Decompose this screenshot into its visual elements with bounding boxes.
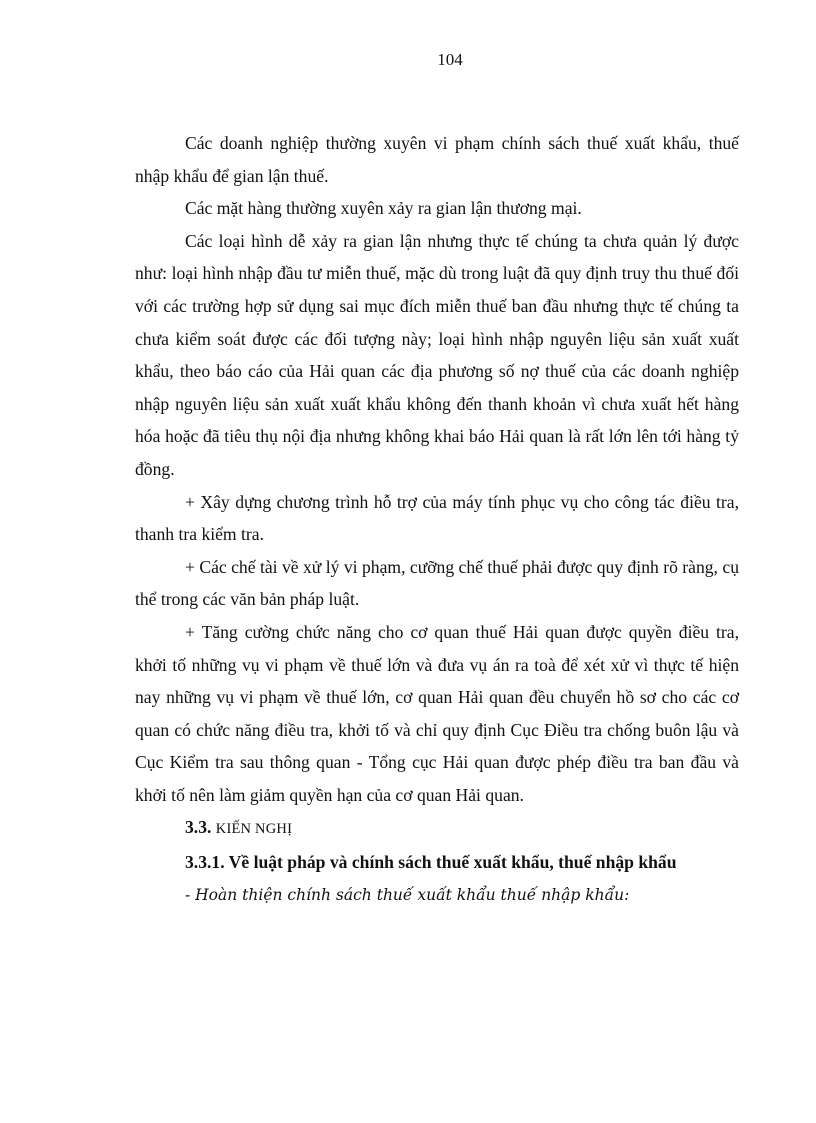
page-number: 104: [437, 50, 463, 69]
paragraph-violating-enterprises: Các doanh nghiệp thường xuyên vi phạm chính sách thuế xuất khẩu, thuế nhập khẩu để gian lận thuế.: [135, 133, 739, 186]
section-title: KIẾN NGHỊ: [215, 821, 293, 838]
list-item-heading: - Hoàn thiện chính sách thuế xuất khẩu thuế nhập khẩu:: [185, 885, 630, 904]
paragraph-computer-support: + Xây dựng chương trình hỗ trợ của máy tính phục vụ cho công tác điều tra, thanh tra kiểm tra.: [135, 491, 739, 545]
section-heading: [135, 811, 739, 846]
subsection-heading: 3.3.1. Về luật pháp và chính sách thuế xuất khẩu, thuế nhập khẩu: [185, 852, 677, 873]
section-number: 3.3.: [185, 817, 212, 838]
page-body: [135, 127, 739, 911]
paragraph-fraud-types: Các loại hình dễ xảy ra gian lận nhưng thực tế chúng ta chưa quản lý được như: loại hình nhập đầu tư miễn thuế, mặc dù trong luật đã quy định truy thu thuế đối với các trường hợp sử dụng sai mục đích miễn thuế ban đầu nhưng thực tế chúng ta chưa kiểm soát được các đối tượng này; loại hình nhập nguyên liệu sản xuất xuất khẩu, theo báo cáo của Hải quan các địa phương số nợ thuế của các doanh nghiệp nhập nguyên liệu sản xuất xuất khẩu không đến thanh khoản vì chưa xuất hết hàng hóa hoặc đã tiêu thụ nội địa nhưng không khai báo Hải quan là rất lớn lên tới hàng tỷ đồng.: [135, 230, 739, 479]
paragraph-customs-authority: + Tăng cường chức năng cho cơ quan thuế Hải quan được quyền điều tra, khởi tố những vụ vi phạm về thuế lớn và đưa vụ án ra toà để xét xử vì thực tế hiện nay những vụ vi phạm về thuế lớn, cơ quan Hải quan đều chuyển hồ sơ cho các cơ quan có chức năng điều tra, khởi tố và chỉ quy định Cục Điều tra chống buôn lậu và Cục Kiểm tra sau thông quan - Tổng cục Hải quan được phép điều tra ban đầu và khởi tố nên làm giảm quyền hạn của cơ quan Hải quan.: [135, 621, 739, 805]
paragraph-fraud-goods: Các mặt hàng thường xuyên xảy ra gian lận thương mại.: [185, 198, 582, 219]
paragraph-sanctions: + Các chế tài về xử lý vi phạm, cưỡng chế thuế phải được quy định rõ ràng, cụ thể trong các văn bản pháp luật.: [135, 556, 739, 610]
